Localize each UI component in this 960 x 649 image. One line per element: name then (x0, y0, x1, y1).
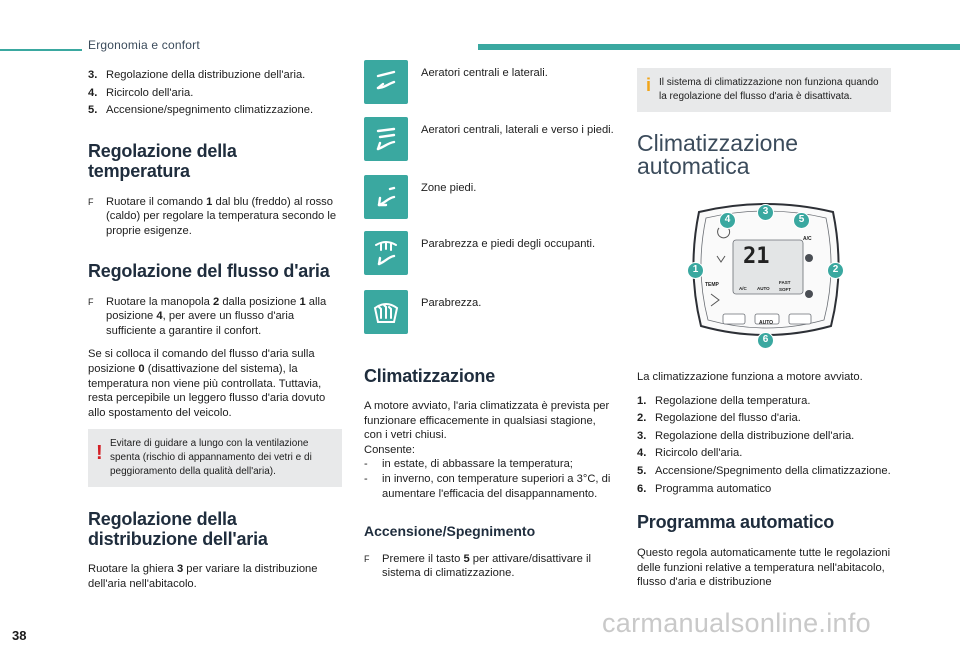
mode-label: Aeratori centrali e laterali. (421, 67, 548, 79)
airflow-instruction (88, 295, 342, 339)
list-number: 3. (88, 69, 98, 81)
panel-auto-button[interactable]: AUTO (759, 320, 774, 326)
callout-5: 5 (793, 212, 810, 229)
mode-label: Aeratori centrali, laterali e verso i piedi. (421, 124, 614, 136)
distribution-text: Ruotare la ghiera 3 per variare la distribuzione dell'aria nell'abitacolo. (88, 563, 318, 590)
airflow-off-paragraph: Se si colloca il comando del flusso d'aria sulla posizione 0 (disattivazione del sistema), la temperatura non viene più controllata. Tuttavia, resta percepibile un leggero flusso d'aria dovuto allo spostamento del veicolo. (88, 348, 326, 419)
list-item: 1. Regolazione della temperatura. (637, 394, 811, 407)
auto-heading: Climatizzazione automatica (637, 130, 799, 179)
info-icon: i (646, 75, 652, 95)
mode-label: Parabrezza. (421, 297, 482, 309)
list-number: 5. (88, 104, 98, 117)
ac-item-text: in estate, di abbassare la temperatura; (382, 458, 573, 471)
list-item (88, 86, 342, 101)
list-item: 3. Regolazione della distribuzione dell'aria. (637, 429, 855, 442)
bullet-icon: F (364, 553, 370, 564)
warning-text: Evitare di guidare a lungo con la ventilazione spenta (rischio di appannamento dei vetri e di peggioramento della qualità dell'aria). (110, 438, 312, 478)
airflow-heading: Regolazione del flusso d'aria (88, 260, 330, 281)
onoff-instruction (364, 552, 614, 581)
ventilation-central-side-icon (364, 60, 408, 104)
watermark: carmanualsonline.info (602, 608, 871, 638)
section-title: Ergonomia e confort (88, 38, 200, 52)
auto-list (637, 394, 891, 497)
panel-label-fast: FAST (779, 280, 791, 285)
bullet-icon: F (88, 196, 94, 207)
ac-item (364, 472, 614, 501)
mode-row (364, 290, 614, 342)
page-number: 38 (12, 628, 27, 643)
panel-label-ac-top: A/C (803, 236, 812, 242)
distribution-heading: Regolazione della distribuzione dell'aria (88, 509, 268, 550)
auto-program-text: Questo regola automaticamente tutte le regolazioni delle funzioni relative a temperatura nell'abitacolo, flusso d'aria e distribuzione (637, 547, 891, 589)
mode-label: Parabrezza e piedi degli occupanti. (421, 238, 596, 250)
warning-icon: ! (96, 442, 103, 465)
dash-marker: - (364, 458, 368, 471)
header-rule-left (0, 49, 82, 51)
mode-row (364, 231, 614, 290)
column-left (88, 68, 342, 592)
list-item: 5. Accensione/Spegnimento della climatizzazione. (637, 464, 891, 477)
airflow-text: Ruotare la manopola 2 dalla posizione 1 alla posizione 4, per avere un flusso d'aria sufficiente a garantire il confort. (106, 295, 327, 337)
list-item (88, 68, 342, 83)
column-right (637, 68, 891, 590)
windscreen-demist-icon (364, 290, 408, 334)
callout-2: 2 (827, 262, 844, 279)
list-item: 6. Programma automatico (637, 482, 772, 495)
panel-label-temp: TEMP (705, 282, 719, 288)
temperature-instruction (88, 195, 342, 239)
list-item: 4. Ricircolo dell'aria. (637, 447, 743, 460)
mode-row (364, 175, 614, 231)
dash-marker: - (364, 473, 368, 486)
temperature-heading: Regolazione della temperatura (88, 140, 237, 181)
list-text: Accensione/spegnimento climatizzazione. (106, 104, 314, 117)
info-box (637, 68, 891, 112)
header-rule-right (478, 44, 960, 50)
windscreen-feet-icon (364, 231, 408, 275)
panel-label-ac-display: A/C (739, 286, 747, 291)
info-text: Il sistema di climatizzazione non funziona quando la regolazione del flusso d'aria è disattivata. (659, 77, 879, 102)
bullet-icon: F (88, 296, 94, 307)
ac-text: A motore avviato, l'aria climatizzata è prevista per funzionare efficacemente in qualsiasi stagione, con i vetri chiusi. (364, 400, 610, 442)
mode-row (364, 60, 614, 117)
mode-label: Zone piedi. (421, 182, 477, 194)
onoff-text: Premere il tasto 5 per attivare/disattivare il sistema di climatizzazione. (382, 552, 591, 580)
ac-consente: Consente: (364, 443, 415, 456)
list-item: 2. Regolazione del flusso d'aria. (637, 412, 801, 425)
panel-label-auto-display: AUTO (757, 286, 770, 291)
ac-item-text: in inverno, con temperature superiori a 3°C, di aumentare l'efficacia del disappannamento. (382, 473, 611, 500)
ventilation-central-side-feet-icon (364, 117, 408, 161)
list-text: Regolazione della distribuzione dell'aria. (106, 69, 306, 81)
column-middle (364, 60, 614, 581)
warning-box (88, 429, 342, 487)
mode-row (364, 117, 614, 175)
onoff-heading: Accensione/Spegnimento (364, 522, 536, 539)
callout-6: 6 (757, 332, 774, 349)
callout-4: 4 (719, 212, 736, 229)
panel-label-soft: SOFT (779, 287, 791, 292)
intro-list (88, 68, 342, 118)
callout-3: 3 (757, 204, 774, 221)
ac-item (364, 457, 614, 472)
list-number: 4. (88, 86, 98, 99)
feet-zone-icon (364, 175, 408, 219)
panel-temp-readout: 21 (743, 244, 770, 269)
auto-intro: La climatizzazione funziona a motore avviato. (637, 371, 863, 383)
climate-control-panel (681, 198, 851, 358)
callout-1: 1 (687, 262, 704, 279)
list-text: Ricircolo dell'aria. (106, 86, 194, 99)
list-item (88, 103, 342, 118)
auto-program-heading: Programma automatico (637, 512, 835, 533)
ac-heading: Climatizzazione (364, 366, 496, 386)
temperature-text: Ruotare il comando 1 dal blu (freddo) al rosso (caldo) per regolare la temperatura secondo le proprie esigenze. (106, 195, 337, 237)
